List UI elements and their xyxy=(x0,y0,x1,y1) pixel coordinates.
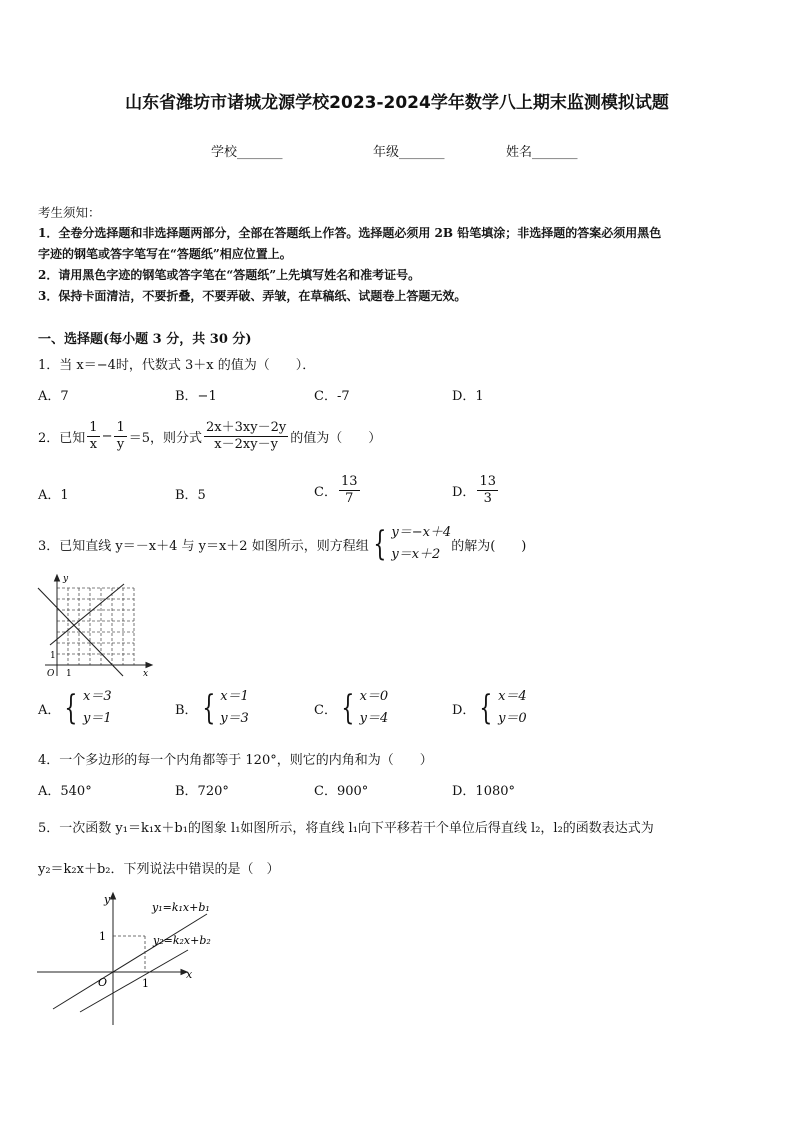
q2-equals: ＝5，则分式 xyxy=(128,431,203,446)
axes xyxy=(45,575,152,676)
fraction-1-over-x xyxy=(87,420,99,453)
frac-num: 13 xyxy=(479,474,496,489)
x-unit-label: 1 xyxy=(66,669,72,679)
option-eq-2: y＝1 xyxy=(83,711,112,726)
q4-option-d: D．1080° xyxy=(452,784,516,799)
question-4-stem: 4．一个多边形的每一个内角都等于 120°，则它的内角和为（ ） xyxy=(38,753,433,768)
option-eq-1: x＝1 xyxy=(220,689,249,704)
q4-option-b: B．720° xyxy=(175,784,229,799)
frac-den: x xyxy=(89,437,98,452)
option-label: A． xyxy=(38,702,61,718)
q1-option-c: C．-7 xyxy=(314,389,350,404)
notice-item-3: 3．保持卡面清洁，不要折叠，不要弄破、弄皱，在草稿纸、试题卷上答题无效。 xyxy=(38,289,467,303)
equation-system xyxy=(369,522,451,566)
fraction-expression xyxy=(204,420,288,453)
y-unit-label: 1 xyxy=(50,651,56,661)
question-5-line-2: y₂＝k₂x＋b₂．下列说法中错误的是（ ） xyxy=(38,862,280,877)
page-title: 山东省潍坊市诸城龙源学校2023-2024学年数学八上期末监测模拟试题 xyxy=(125,93,669,113)
lines xyxy=(53,914,207,1012)
grid-lines xyxy=(57,588,134,665)
frac-num: 1 xyxy=(89,420,98,435)
y-unit-label: 1 xyxy=(99,930,106,943)
option-eq-2: y＝3 xyxy=(220,711,249,726)
section-heading: 一、选择题(每小题 3 分，共 30 分) xyxy=(38,332,252,347)
origin-label: O xyxy=(47,669,55,679)
option-label: C． xyxy=(314,485,337,500)
q2-option-b: B．5 xyxy=(175,488,206,503)
q5-graph xyxy=(35,885,235,1030)
frac-den: x－2xy－y xyxy=(214,437,278,452)
q3-option-c xyxy=(314,686,388,730)
option-eq-1: x＝0 xyxy=(359,689,389,704)
brace: { xyxy=(201,688,215,728)
q3-option-b xyxy=(175,686,249,730)
option-label: B． xyxy=(175,702,198,718)
option-label: D． xyxy=(452,702,476,718)
option-label: C． xyxy=(314,702,337,718)
q3-option-a xyxy=(38,686,112,730)
name-field: 姓名_______ xyxy=(506,145,578,160)
q1-option-a: A．7 xyxy=(38,389,69,404)
origin-label: O xyxy=(98,976,108,989)
brace: { xyxy=(341,688,355,728)
fraction-1-over-y xyxy=(114,420,126,453)
q2-option-c xyxy=(314,474,362,507)
y-axis-label: y xyxy=(63,574,69,584)
q3-graph xyxy=(35,572,155,680)
x-unit-label: 1 xyxy=(142,977,149,990)
notice-item-1-line-2: 字迹的钢笔或答字笔写在“答题纸”相应位置上。 xyxy=(38,247,292,261)
option-label: D． xyxy=(452,485,476,500)
q1-option-b: B．−1 xyxy=(175,389,217,404)
x-axis-label: x xyxy=(186,968,193,981)
y-axis-label: y xyxy=(104,893,111,906)
option-eq-1: x＝4 xyxy=(498,689,527,704)
notice-item-1-line-1: 1．全卷分选择题和非选择题两部分，全部在答题纸上作答。选择题必须用 2B 铅笔填涂；非选择题的答案必须用黑色 xyxy=(38,226,662,240)
x-axis-label: x xyxy=(143,669,149,679)
question-2-stem xyxy=(38,420,381,453)
option-eq-2: y＝4 xyxy=(359,711,389,726)
q2-option-d xyxy=(452,474,500,507)
line-2-label: y₂=k₂x+b₂ xyxy=(153,934,211,947)
q3-prefix: 3．已知直线 y＝－x＋4 与 y＝x＋2 如图所示，则方程组 xyxy=(38,538,369,554)
q4-option-a: A．540° xyxy=(38,784,92,799)
line-1-label: y₁=k₁x+b₁ xyxy=(152,901,210,914)
option-eq-1: x＝3 xyxy=(83,689,112,704)
brace: { xyxy=(64,688,78,728)
dashed-guides xyxy=(113,936,145,972)
lines xyxy=(38,584,124,676)
frac-num: 1 xyxy=(116,420,125,435)
q3-suffix: 的解为( ) xyxy=(451,538,527,554)
q2-suffix: 的值为（ ） xyxy=(290,431,382,446)
brace: { xyxy=(479,688,493,728)
option-eq-2: y＝0 xyxy=(498,711,527,726)
q2-option-a: A．1 xyxy=(38,488,69,503)
question-5-line-1: 5．一次函数 y₁＝k₁x＋b₁的图象 l₁如图所示，将直线 l₁向下平移若干个单位后得直线 l₂，l₂的函数表达式为 xyxy=(38,821,654,836)
grade-field: 年级_______ xyxy=(373,145,445,160)
q2-prefix: 2．已知 xyxy=(38,431,86,446)
frac-den: 3 xyxy=(483,491,492,506)
q3-option-d xyxy=(452,686,527,730)
q4-option-c: C．900° xyxy=(314,784,369,799)
frac-num: 2x＋3xy－2y xyxy=(206,420,287,435)
frac-num: 13 xyxy=(340,474,358,489)
school-field: 学校_______ xyxy=(211,145,283,160)
frac-den: y xyxy=(116,437,125,452)
equation-2: y＝x＋2 xyxy=(391,547,441,562)
option-fraction xyxy=(477,474,498,507)
equation-1: y＝−x＋4 xyxy=(391,525,452,540)
question-3-stem xyxy=(38,522,526,566)
notice-heading: 考生须知： xyxy=(38,205,101,220)
q1-option-d: D．1 xyxy=(452,389,484,404)
minus-sign: − xyxy=(101,429,113,444)
question-1-stem: 1．当 x＝−4时，代数式 3＋x 的值为（ ）． xyxy=(38,358,316,373)
brace: { xyxy=(373,524,387,564)
option-fraction xyxy=(339,474,360,507)
frac-den: 7 xyxy=(345,491,354,506)
notice-item-2: 2．请用黑色字迹的钢笔或答字笔在“答题纸”上先填写姓名和准考证号。 xyxy=(38,268,421,282)
